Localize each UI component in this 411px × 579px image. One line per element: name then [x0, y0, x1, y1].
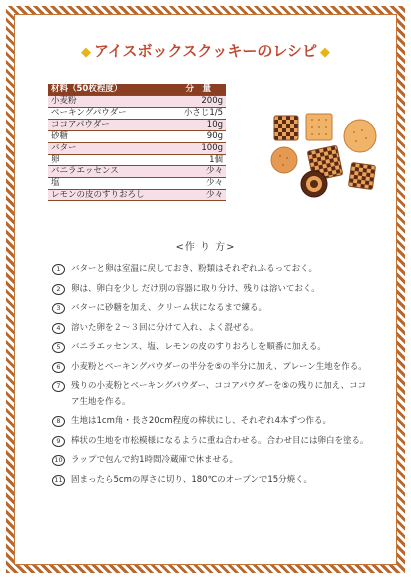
step-item — [52, 434, 374, 450]
step-item — [52, 453, 374, 469]
ingredient-name: バニラエッセンス — [48, 166, 170, 178]
cookies-illustration — [270, 108, 382, 200]
ingredients-table — [48, 84, 226, 201]
cookie-checker-left — [274, 116, 298, 140]
ingredient-amount: 1個 — [170, 154, 226, 166]
step-text: 固まったら5cmの厚さに切り、180℃のオーブンで15分焼く。 — [71, 474, 313, 485]
step-text: 溶いた卵を２～３回に分けて入れ、よく混ぜる。 — [71, 322, 259, 333]
ingredient-amount: 小さじ1/5 — [170, 107, 226, 119]
ingredient-name: 小麦粉 — [48, 96, 170, 108]
step-text: バターと卵は室温に戻しておき、粉類はそれぞれふるっておく。 — [71, 264, 317, 274]
step-item — [52, 282, 374, 298]
step-item — [52, 321, 374, 337]
ingredient-name: バター — [48, 142, 170, 154]
cookie-round-right — [344, 120, 376, 152]
cookie-round-left — [271, 147, 297, 173]
ingredient-amount: 90g — [170, 131, 226, 143]
step-text: 残りの小麦粉とベーキングパウダー、ココアパウダーを⑤の残りに加え、ココア生地を作る。 — [71, 381, 367, 407]
ingredient-amount: 10g — [170, 119, 226, 131]
title-diamond-right-icon: ◆ — [319, 45, 330, 60]
ingredient-row — [48, 166, 226, 178]
ingredients-header-amount: 分 量 — [170, 84, 226, 96]
ingredient-amount: 少々 — [170, 189, 226, 201]
ingredient-row — [48, 154, 226, 166]
ingredient-name: 卵 — [48, 154, 170, 166]
ingredients-header-row — [48, 84, 226, 96]
ingredient-name: ココアパウダー — [48, 119, 170, 131]
ingredient-name: ベーキングパウダー — [48, 107, 170, 119]
ingredient-name: 塩 — [48, 178, 170, 190]
title-text: アイスボックスクッキーのレシピ — [94, 42, 317, 60]
step-number: 9 — [52, 436, 65, 447]
step-item — [52, 379, 374, 410]
steps-list — [52, 262, 374, 492]
step-item — [52, 473, 374, 489]
ingredient-name: レモンの皮のすりおろし — [48, 189, 170, 201]
cookie-plain-square — [306, 114, 332, 140]
ingredient-row — [48, 189, 226, 201]
step-number: 7 — [52, 381, 65, 392]
step-number: 8 — [52, 416, 65, 427]
step-number: 5 — [52, 342, 65, 353]
step-item — [52, 301, 374, 317]
ingredient-row — [48, 107, 226, 119]
ingredient-amount: 少々 — [170, 166, 226, 178]
ingredient-amount: 100g — [170, 142, 226, 154]
step-text: バターに砂糖を加え、クリーム状になるまで練る。 — [71, 303, 268, 313]
step-text: 棒状の生地を市松模様になるように重ね合わせる。合わせ目には卵白を塗る。 — [71, 435, 369, 446]
ingredient-row — [48, 142, 226, 154]
step-number: 2 — [52, 284, 65, 295]
step-item — [52, 360, 374, 376]
title-diamond-left-icon: ◆ — [81, 45, 91, 60]
step-number: 6 — [52, 362, 65, 373]
ingredient-name: 砂糖 — [48, 131, 170, 143]
method-heading: <作 り 方> — [175, 242, 236, 253]
ingredient-row — [48, 178, 226, 190]
step-item — [52, 262, 374, 278]
step-text: ラップで包んで約1時間冷蔵庫で休ませる。 — [71, 455, 238, 465]
step-text: 生地は1cm角・長さ20cm程度の棒状にし、それぞれ4本ずつ作る。 — [71, 416, 332, 426]
ingredient-row — [48, 96, 226, 108]
ingredient-row — [48, 119, 226, 131]
cookie-spiral-bottom — [301, 171, 327, 197]
ingredient-amount: 少々 — [170, 178, 226, 190]
ingredients-header-name: 材料（50枚程度） — [48, 84, 170, 96]
step-number: 11 — [52, 475, 65, 486]
step-number: 4 — [52, 323, 65, 334]
ingredient-amount: 200g — [170, 96, 226, 108]
step-item — [52, 340, 374, 356]
cookie-checker-right — [348, 162, 375, 189]
step-number: 3 — [52, 303, 65, 314]
step-text: バニラエッセンス、塩、レモンの皮のすりおろしを順番に加える。 — [71, 342, 326, 352]
page-title — [0, 40, 411, 61]
ingredients-body — [48, 96, 226, 201]
step-text: 小麦粉とベーキングパウダーの半分を⑤の半分に加え、プレーン生地を作る。 — [71, 361, 367, 372]
step-number: 1 — [52, 264, 65, 275]
step-item — [52, 414, 374, 430]
ingredient-row — [48, 131, 226, 143]
step-number: 10 — [52, 455, 65, 466]
step-text: 卵は、卵白を少し だけ別の容器に取り分け、残りは溶いておく。 — [71, 283, 320, 294]
